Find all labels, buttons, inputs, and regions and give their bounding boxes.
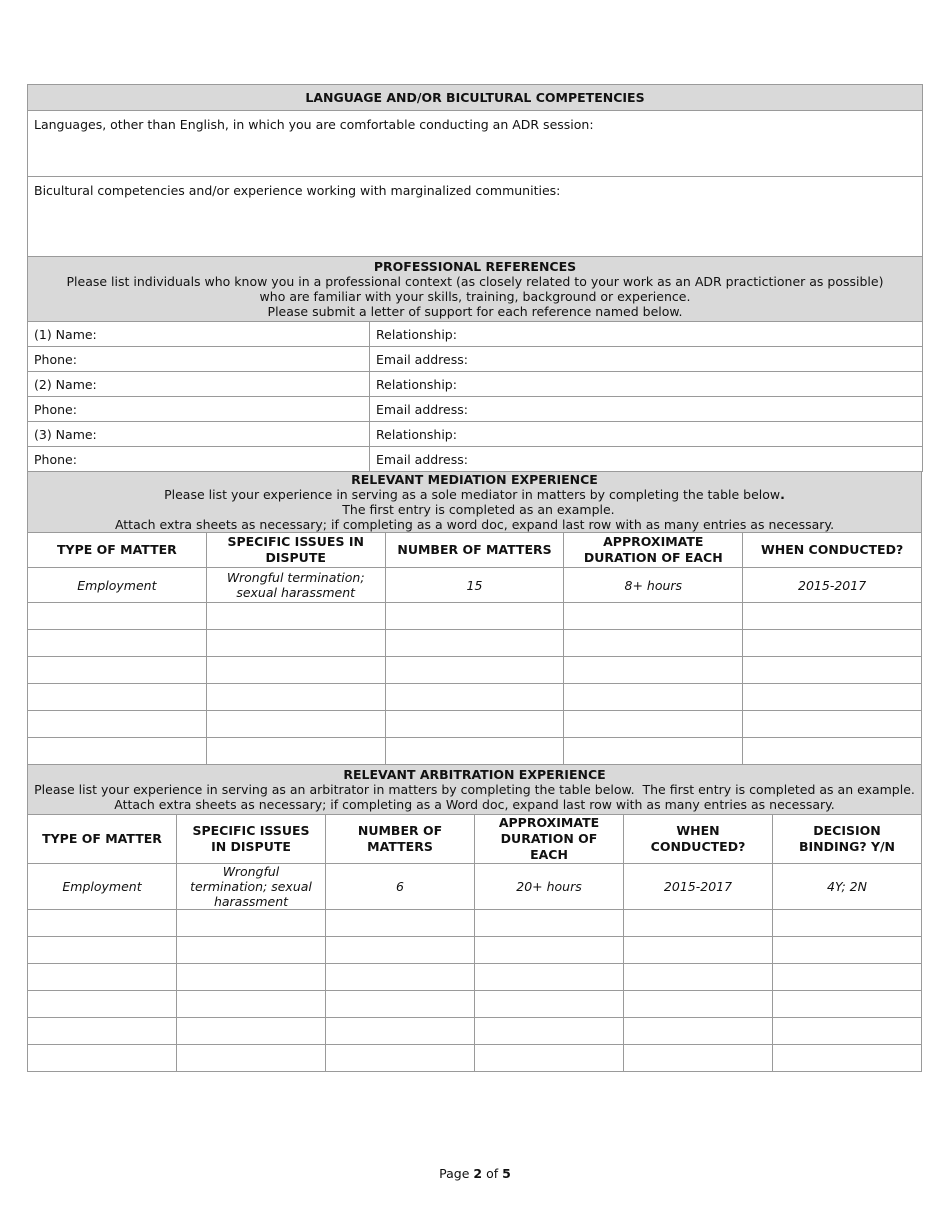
- arbitration-entry-cell[interactable]: [326, 937, 475, 964]
- mediation-instruction-2: Attach extra sheets as necessary; if completing as a word doc, expand last row with as many entries as necessary.: [114, 517, 835, 532]
- mediation-entry-cell[interactable]: [28, 657, 207, 684]
- mediation-entry-cell[interactable]: [28, 630, 207, 657]
- mediation-entry-cell[interactable]: [564, 684, 743, 711]
- mediation-entry-cell[interactable]: [28, 684, 207, 711]
- mediation-entry-cell[interactable]: [743, 630, 922, 657]
- arbitration-entry-cell[interactable]: [177, 964, 326, 991]
- references-instruction-2: who are familiar with your skills, training, background or experience.: [259, 289, 691, 304]
- arbitration-example-binding: 4Y; 2N: [773, 864, 922, 910]
- arbitration-example-issues: Wrongful termination; sexual harassment: [177, 864, 326, 910]
- reference-phone-label: Phone:: [34, 401, 77, 417]
- arbitration-entry-cell[interactable]: [177, 910, 326, 937]
- mediation-example-number: 15: [385, 568, 564, 603]
- mediation-example-when: 2015-2017: [743, 568, 922, 603]
- mediation-entry-cell[interactable]: [564, 711, 743, 738]
- references-instruction-1: Please list individuals who know you in a professional context (as closely related to your work as an ADR practictioner as possible): [66, 274, 884, 289]
- reference-3-relationship-field[interactable]: [370, 422, 923, 447]
- arbitration-entry-cell[interactable]: [624, 1045, 773, 1072]
- mediation-entry-cell[interactable]: [28, 711, 207, 738]
- arbitration-entry-cell[interactable]: [326, 910, 475, 937]
- arbitration-entry-row: [28, 991, 922, 1018]
- references-title: PROFESSIONAL REFERENCES: [373, 259, 577, 274]
- arbitration-entry-row: [28, 937, 922, 964]
- mediation-section-header: [28, 472, 922, 533]
- arbitration-instruction-2: Attach extra sheets as necessary; if completing as a Word doc, expand last row with as many entries as necessary.: [114, 797, 835, 812]
- reference-relationship-label: Relationship:: [376, 326, 457, 342]
- arbitration-instruction-1: Please list your experience in serving as an arbitrator in matters by completing the table below. The first entry is completed as an example.: [34, 782, 915, 797]
- mediation-example-duration: 8+ hours: [564, 568, 743, 603]
- arbitration-example-type: Employment: [28, 864, 177, 910]
- mediation-entry-cell[interactable]: [564, 630, 743, 657]
- arbitration-entry-cell[interactable]: [773, 1018, 922, 1045]
- languages-label: Languages, other than English, in which you are comfortable conducting an ADR session:: [34, 117, 594, 132]
- arbitration-entry-row: [28, 910, 922, 937]
- arbitration-col-type: TYPE OF MATTER: [28, 815, 177, 864]
- mediation-col-number: NUMBER OF MATTERS: [385, 533, 564, 568]
- mediation-entry-row: [28, 738, 922, 765]
- mediation-entry-cell[interactable]: [206, 603, 385, 630]
- arbitration-entry-cell[interactable]: [475, 1018, 624, 1045]
- mediation-entry-cell[interactable]: [385, 684, 564, 711]
- form-page: [27, 84, 922, 1072]
- mediation-entry-cell[interactable]: [743, 711, 922, 738]
- mediation-col-duration: APPROXIMATE DURATION OF EACH: [564, 533, 743, 568]
- mediation-entry-cell[interactable]: [206, 630, 385, 657]
- reference-name-label: (2) Name:: [34, 376, 97, 392]
- arbitration-entry-cell[interactable]: [28, 937, 177, 964]
- arbitration-entry-cell[interactable]: [177, 1045, 326, 1072]
- reference-2-phone-field[interactable]: [28, 397, 370, 422]
- page-total: 5: [502, 1166, 511, 1181]
- arbitration-col-duration: APPROXIMATE DURATION OF EACH: [475, 815, 624, 864]
- references-section-header: [28, 257, 923, 322]
- reference-relationship-label: Relationship:: [376, 376, 457, 392]
- mediation-entry-cell[interactable]: [743, 603, 922, 630]
- arbitration-table: [27, 764, 922, 1072]
- reference-2-email-field[interactable]: [370, 397, 923, 422]
- arbitration-entry-cell[interactable]: [28, 1045, 177, 1072]
- reference-1-email-field[interactable]: [370, 347, 923, 372]
- arbitration-col-binding: DECISION BINDING? Y/N: [773, 815, 922, 864]
- arbitration-entry-cell[interactable]: [475, 1045, 624, 1072]
- reference-email-label: Email address:: [376, 451, 468, 467]
- arbitration-entry-cell[interactable]: [624, 991, 773, 1018]
- reference-phone-label: Phone:: [34, 351, 77, 367]
- arbitration-col-issues: SPECIFIC ISSUES IN DISPUTE: [177, 815, 326, 864]
- language-section-title: LANGUAGE AND/OR BICULTURAL COMPETENCIES: [305, 90, 645, 105]
- mediation-entry-cell[interactable]: [28, 738, 207, 765]
- mediation-entry-cell[interactable]: [206, 738, 385, 765]
- arbitration-col-when: WHEN CONDUCTED?: [624, 815, 773, 864]
- arbitration-entry-cell[interactable]: [28, 1018, 177, 1045]
- arbitration-entry-cell[interactable]: [475, 937, 624, 964]
- mediation-instruction-1a: Please list your experience in serving as a sole mediator in matters by completing the table below: [164, 487, 781, 502]
- arbitration-entry-row: [28, 964, 922, 991]
- mediation-col-issues: SPECIFIC ISSUES IN DISPUTE: [206, 533, 385, 568]
- arbitration-entry-cell[interactable]: [28, 910, 177, 937]
- arbitration-entry-cell[interactable]: [28, 991, 177, 1018]
- arbitration-entry-cell[interactable]: [624, 910, 773, 937]
- reference-1-phone-field[interactable]: [28, 347, 370, 372]
- mediation-entry-cell[interactable]: [206, 657, 385, 684]
- reference-phone-label: Phone:: [34, 451, 77, 467]
- language-section-header: [28, 85, 923, 111]
- arbitration-entry-cell[interactable]: [773, 937, 922, 964]
- arbitration-entry-cell[interactable]: [177, 1018, 326, 1045]
- arbitration-entry-cell[interactable]: [177, 937, 326, 964]
- mediation-entry-cell[interactable]: [385, 657, 564, 684]
- mediation-entry-cell[interactable]: [206, 711, 385, 738]
- arbitration-example-number: 6: [326, 864, 475, 910]
- references-instruction-3: Please submit a letter of support for each reference named below.: [267, 304, 683, 319]
- mediation-entry-row: [28, 684, 922, 711]
- mediation-entry-cell[interactable]: [743, 738, 922, 765]
- mediation-entry-row: [28, 630, 922, 657]
- mediation-entry-cell[interactable]: [385, 630, 564, 657]
- mediation-entry-cell[interactable]: [28, 603, 207, 630]
- mediation-entry-cell[interactable]: [743, 657, 922, 684]
- mediation-entry-cell[interactable]: [564, 657, 743, 684]
- mediation-entry-row: [28, 711, 922, 738]
- arbitration-entry-cell[interactable]: [475, 964, 624, 991]
- reference-2-name-field[interactable]: [28, 372, 370, 397]
- arbitration-entry-row: [28, 1045, 922, 1072]
- arbitration-entry-cell[interactable]: [28, 964, 177, 991]
- mediation-title: RELEVANT MEDIATION EXPERIENCE: [351, 472, 598, 487]
- mediation-entry-cell[interactable]: [385, 738, 564, 765]
- mediation-table: [27, 471, 922, 765]
- arbitration-section-header: [28, 765, 922, 815]
- reference-name-label: (3) Name:: [34, 426, 97, 442]
- language-references-table: [27, 84, 923, 472]
- reference-1-name-field[interactable]: [28, 322, 370, 347]
- mediation-instruction-1b: .: [780, 487, 785, 502]
- mediation-entry-cell[interactable]: [743, 684, 922, 711]
- arbitration-entry-cell[interactable]: [773, 964, 922, 991]
- reference-email-label: Email address:: [376, 351, 468, 367]
- mediation-col-type: TYPE OF MATTER: [28, 533, 207, 568]
- reference-3-name-field[interactable]: [28, 422, 370, 447]
- arbitration-col-number: NUMBER OF MATTERS: [326, 815, 475, 864]
- mediation-example-issues: Wrongful termination; sexual harassment: [206, 568, 385, 603]
- reference-2-relationship-field[interactable]: [370, 372, 923, 397]
- mediation-entry-cell[interactable]: [206, 684, 385, 711]
- arbitration-entry-cell[interactable]: [326, 991, 475, 1018]
- mediation-instruction-1c: The first entry is completed as an example.: [334, 502, 615, 517]
- mediation-entry-cell[interactable]: [564, 603, 743, 630]
- mediation-entry-cell[interactable]: [385, 711, 564, 738]
- arbitration-entry-cell[interactable]: [326, 964, 475, 991]
- languages-field[interactable]: [28, 111, 923, 177]
- arbitration-entry-row: [28, 1018, 922, 1045]
- page-current: 2: [473, 1166, 483, 1181]
- mediation-example-type: Employment: [28, 568, 207, 603]
- arbitration-entry-cell[interactable]: [326, 1018, 475, 1045]
- arbitration-entry-cell[interactable]: [773, 991, 922, 1018]
- page-prefix: Page: [439, 1166, 474, 1181]
- bicultural-field[interactable]: [28, 177, 923, 257]
- arbitration-entry-cell[interactable]: [624, 964, 773, 991]
- page-of: of: [482, 1166, 503, 1181]
- reference-1-relationship-field[interactable]: [370, 322, 923, 347]
- reference-relationship-label: Relationship:: [376, 426, 457, 442]
- arbitration-title: RELEVANT ARBITRATION EXPERIENCE: [343, 767, 606, 782]
- arbitration-entry-cell[interactable]: [773, 910, 922, 937]
- arbitration-entry-cell[interactable]: [773, 1045, 922, 1072]
- mediation-entry-cell[interactable]: [385, 603, 564, 630]
- mediation-entry-row: [28, 603, 922, 630]
- arbitration-entry-cell[interactable]: [326, 1045, 475, 1072]
- mediation-entry-row: [28, 657, 922, 684]
- arbitration-entry-cell[interactable]: [624, 937, 773, 964]
- arbitration-entry-cell[interactable]: [475, 910, 624, 937]
- page-footer: [0, 1166, 950, 1181]
- reference-3-phone-field[interactable]: [28, 447, 370, 472]
- reference-3-email-field[interactable]: [370, 447, 923, 472]
- arbitration-example-duration: 20+ hours: [475, 864, 624, 910]
- reference-email-label: Email address:: [376, 401, 468, 417]
- arbitration-entry-cell[interactable]: [177, 991, 326, 1018]
- arbitration-entry-cell[interactable]: [475, 991, 624, 1018]
- mediation-col-when: WHEN CONDUCTED?: [743, 533, 922, 568]
- mediation-entry-cell[interactable]: [564, 738, 743, 765]
- arbitration-entry-cell[interactable]: [624, 1018, 773, 1045]
- reference-name-label: (1) Name:: [34, 326, 97, 342]
- bicultural-label: Bicultural competencies and/or experience working with marginalized communities:: [34, 183, 561, 198]
- arbitration-example-when: 2015-2017: [624, 864, 773, 910]
